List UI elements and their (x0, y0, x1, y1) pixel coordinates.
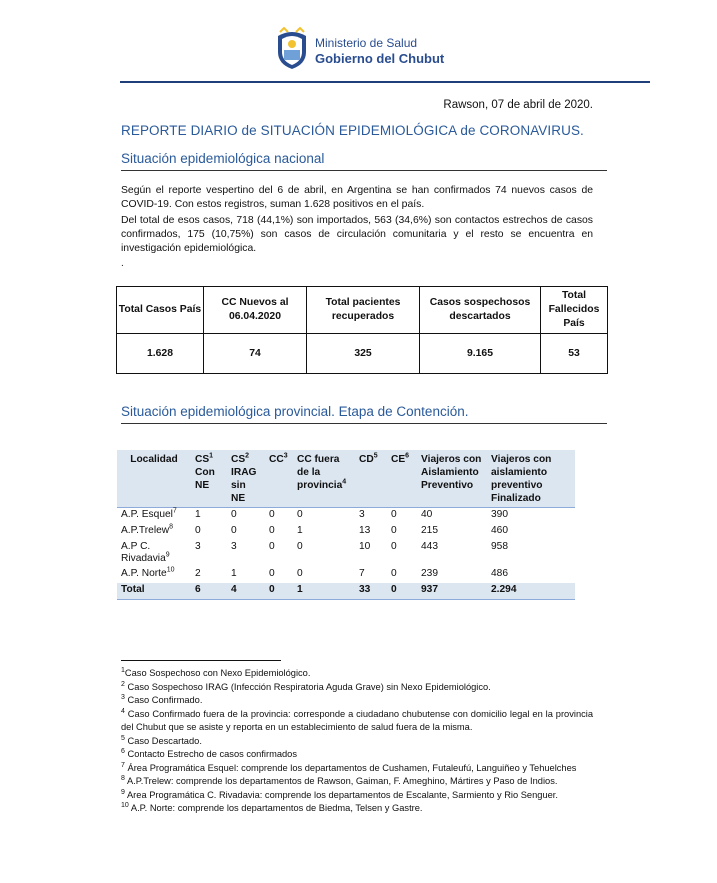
cell-cs: 0 (191, 524, 227, 540)
header-cd: $CD^5$ (355, 450, 387, 508)
date-line: Rawson, 07 de abril de 2020. (443, 99, 593, 111)
header-cc: $CC^3$ (265, 450, 293, 508)
cell-cc-fuera: 0 (293, 508, 355, 524)
footnote-9: $^9$ Area Programática C. Rivadavia: comprende los departamentos de Escalante, Sarmiento y Rio Senguer. (121, 788, 558, 800)
provincial-shield-icon (274, 26, 310, 70)
header-localidad: Localidad (117, 450, 191, 508)
footnote-divider (121, 660, 281, 661)
provincial-section-rule (121, 423, 607, 424)
provincial-table (117, 450, 575, 600)
cell-ce: 0 (387, 508, 417, 524)
cell-cc: 0 (265, 524, 293, 540)
total-row (117, 583, 575, 600)
header-viajeros: Viajeros con Aislamiento Preventivo (417, 450, 487, 508)
summary-header-recovered: Total pacientes recuperados (307, 287, 420, 334)
national-section-title: Situación epidemiológica nacional (121, 151, 325, 166)
cell-finalizado: 390 (487, 508, 575, 524)
cell-viajeros: 443 (417, 540, 487, 567)
cell-finalizado: 958 (487, 540, 575, 567)
report-title: REPORTE DIARIO de SITUACIÓN EPIDEMIOLÓGICA de CORONAVIRUS. (121, 123, 584, 138)
cell-viajeros: 239 (417, 567, 487, 583)
header-divider (120, 81, 650, 83)
cell-localidad: A.P.Trelew$^8$ (117, 524, 191, 540)
cell-localidad: A.P. Norte$^{10}$ (117, 567, 191, 583)
provincial-header-row (117, 450, 575, 508)
cell-cd: 10 (355, 540, 387, 567)
cell-ce: 0 (387, 567, 417, 583)
summary-header-total-cases: Total Casos País (117, 287, 204, 334)
cell-cc-fuera: 1 (293, 524, 355, 540)
header-ce: $CE^6$ (387, 450, 417, 508)
cell-cc-fuera: 0 (293, 567, 355, 583)
cell-localidad: A.P. Esquel$^7$ (117, 508, 191, 524)
summary-header-deaths: Total Fallecidos País (541, 287, 608, 334)
cell-ce: 0 (387, 540, 417, 567)
ministry-label: Ministerio de Salud (315, 36, 418, 50)
cell-cc: 0 (265, 567, 293, 583)
cell-irag: 0 (227, 508, 265, 524)
header-cc-fuera: CC fuera de la provincia$^4$ (293, 450, 355, 508)
footnote-5: $^5$ Caso Descartado. (121, 734, 202, 746)
cell-localidad: A.P C. Rivadavia$^9$ (117, 540, 191, 567)
cell-finalizado: 460 (487, 524, 575, 540)
stray-dot: . (121, 258, 124, 269)
total-finalizado: 2.294 (487, 583, 575, 600)
cell-irag: 0 (227, 524, 265, 540)
national-section-rule (121, 170, 607, 171)
summary-header-new-cases: CC Nuevos al 06.04.2020 (204, 287, 307, 334)
summary-value-deaths: 53 (541, 334, 608, 374)
cell-cd: 3 (355, 508, 387, 524)
cell-cc: 0 (265, 508, 293, 524)
total-cc: 0 (265, 583, 293, 600)
national-paragraph-1: Según el reporte vespertino del 6 de abril, en Argentina se han confirmados 74 nuevos casos de COVID-19. Con estos registros, suman 1.628 positivos en el país. (121, 185, 593, 210)
total-ce: 0 (387, 583, 417, 600)
summary-value-new-cases: 74 (204, 334, 307, 374)
cell-viajeros: 40 (417, 508, 487, 524)
table-row (117, 508, 575, 524)
national-paragraph-2: Del total de esos casos, 718 (44,1%) son importados, 563 (34,6%) son contactos estrechos de casos confirmados, 175 (10,75%) son casos de circulación comunitaria y el resto se encuentra en investigación epidemiológica. (121, 215, 593, 254)
provincial-section-title: Situación epidemiológica provincial. Etapa de Contención. (121, 404, 469, 419)
footnote-10: $^{10}$ A.P. Norte: comprende los departamentos de Biedma, Telsen y Gastre. (121, 801, 423, 813)
total-cs: 6 (191, 583, 227, 600)
header-cs: $CS^1$ Con NE (191, 450, 227, 508)
table-row (117, 524, 575, 540)
cell-irag: 1 (227, 567, 265, 583)
footnote-4: $^4$ Caso Confirmado fuera de la provincia: corresponde a ciudadano chubutense con domicilio legal en la provincia del Chubut que se asiste y reporta en un establecimiento de salud fuera de la misma. (121, 707, 593, 732)
cell-cc-fuera: 0 (293, 540, 355, 567)
cell-cd: 13 (355, 524, 387, 540)
footnote-2: $^2$ Caso Sospechoso IRAG (Infección Respiratoria Aguda Grave) sin Nexo Epidemiológico. (121, 680, 491, 692)
cell-finalizado: 486 (487, 567, 575, 583)
header-viajeros-finalizado: Viajeros con aislamiento preventivo Finalizado (487, 450, 575, 508)
total-cc-fuera: 1 (293, 583, 355, 600)
total-label: Total (117, 583, 191, 600)
cell-viajeros: 215 (417, 524, 487, 540)
ministry-name (315, 36, 444, 66)
summary-value-total-cases: 1.628 (117, 334, 204, 374)
summary-value-discarded: 9.165 (420, 334, 541, 374)
national-summary-table (116, 286, 608, 374)
cell-irag: 3 (227, 540, 265, 567)
table-row (117, 540, 575, 567)
cell-cs: 2 (191, 567, 227, 583)
cell-cs: 1 (191, 508, 227, 524)
cell-cs: 3 (191, 540, 227, 567)
total-viajeros: 937 (417, 583, 487, 600)
footnote-1: $^1$Caso Sospechoso con Nexo Epidemiológico. (121, 666, 311, 678)
footnote-7: $^7$ Área Programática Esquel: comprende los departamentos de Cushamen, Futaleufú, Languiñeo y Tehuelches (121, 761, 577, 773)
cell-cd: 7 (355, 567, 387, 583)
footnote-6: $^6$ Contacto Estrecho de casos confirmados (121, 747, 297, 759)
summary-value-recovered: 325 (307, 334, 420, 374)
total-irag: 4 (227, 583, 265, 600)
summary-header-discarded: Casos sospechosos descartados (420, 287, 541, 334)
footnote-3: $^3$ Caso Confirmado. (121, 693, 203, 705)
footnotes (121, 667, 593, 816)
total-cd: 33 (355, 583, 387, 600)
footnote-8: $^8$ A.P.Trelew: comprende los departamentos de Rawson, Gaiman, F. Ameghino, Mártires y Paso de Indios. (121, 774, 558, 786)
cell-ce: 0 (387, 524, 417, 540)
table-row (117, 567, 575, 583)
government-label: Gobierno del Chubut (315, 51, 445, 66)
header-irag: $CS^2$ IRAG sin NE (227, 450, 265, 508)
cell-cc: 0 (265, 540, 293, 567)
